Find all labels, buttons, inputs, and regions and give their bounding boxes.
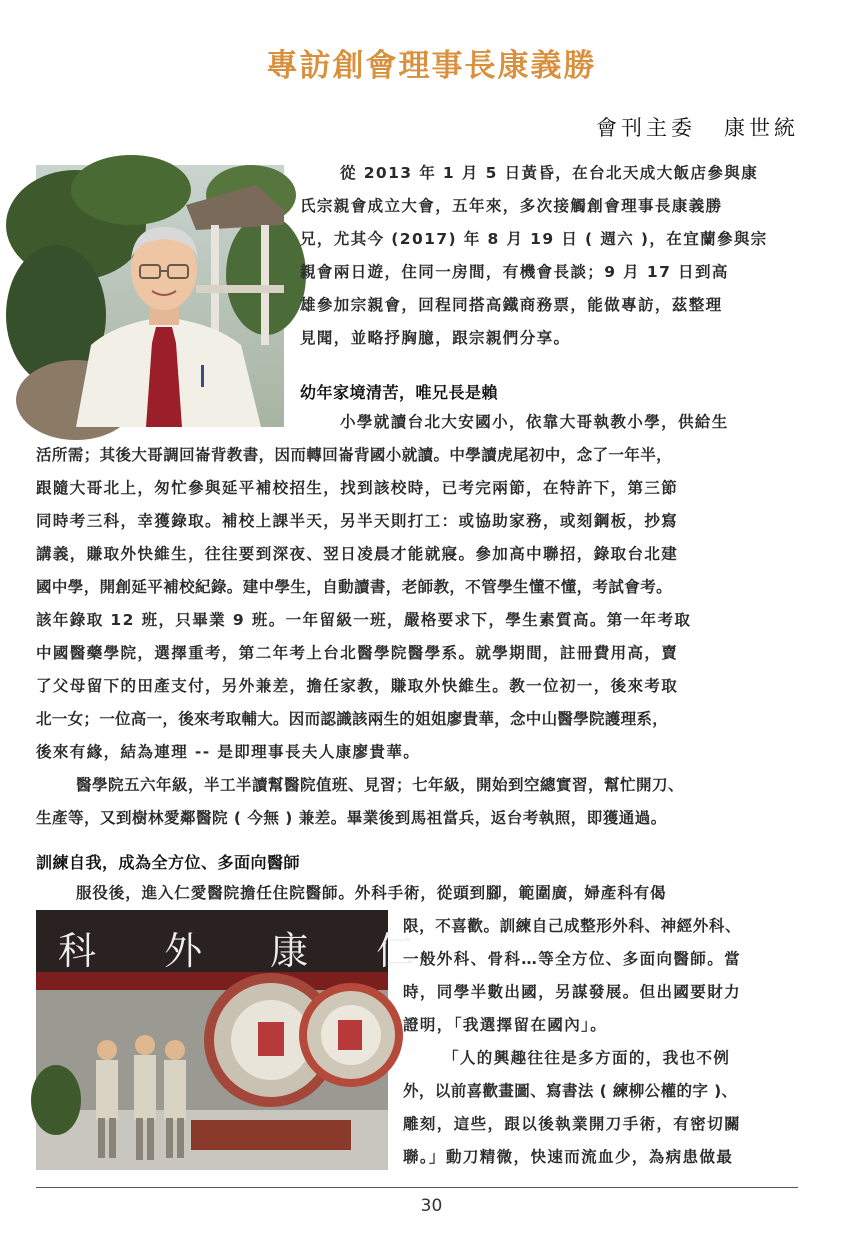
page-number: 30 [420, 1196, 443, 1216]
section2-first-line: 服役後，進入仁愛醫院擔任住院醫師。外科手術，從頭到腳，範圍廣，婦產科有偈 [76, 884, 667, 902]
text-line: 小學就讀台北大安國小，依靠大哥執教小學，供給生 [340, 413, 729, 431]
text-line: 一般外科、骨科…等全方位、多面向醫師。當 [403, 950, 742, 968]
text-line: 北一女；一位高一，後來考取輔大。因而認識該兩生的姐姐廖貴華，念中山醫學院護理系， [36, 710, 669, 728]
text-line: 後來有緣，結為連理 -- 是即理事長夫人康廖貴華。 [36, 743, 421, 761]
text-line: 國中學，開創延平補校紀錄。建中學生，自動讀書，老師教，不管學生懂不懂，考試會考。 [36, 578, 673, 596]
text-line: 了父母留下的田產支付，另外兼差，擔任家教，賺取外快維生。教一位初一，後來考取 [36, 677, 679, 695]
text-line: 活所需；其後大哥調回崙背教書，因而轉回崙背國小就讀。中學讀虎尾初中，念了一年半， [36, 446, 673, 464]
footer-divider [36, 1187, 798, 1188]
text-line: 證明，「我選擇留在國內」。 [403, 1016, 608, 1034]
text-line: 醫學院五六年級，半工半讀幫醫院值班、見習；七年級，開始到空總實習，幫忙開刀、 [76, 776, 685, 794]
clinic-opening-photo [36, 910, 443, 1170]
text-line: 時，同學半數出國，另謀發展。但出國要財力 [403, 983, 742, 1001]
clinic-sign-text: 科 外 康 仁 [58, 929, 443, 973]
section2-paragraph [403, 910, 803, 1174]
article-title: 專訪創會理事長康義勝 [266, 48, 597, 84]
section-heading-training: 訓練自我，成為全方位、多面向醫師 [36, 853, 301, 872]
section-heading-childhood: 幼年家境清苦，唯兄長是賴 [300, 383, 499, 402]
text-line: 講義，賺取外快維生，往往要到深夜、翌日凌晨才能就寢。參加高中聯招，錄取台北建 [36, 545, 679, 563]
text-line: 氏宗親會成立大會，五年來，多次接觸創會理事長康義勝 [300, 197, 723, 215]
text-line: 兄，尤其今 (2017) 年 8 月 19 日 ( 週六 )，在宜蘭參與宗 [300, 230, 768, 248]
byline-author: 康世統 [724, 116, 799, 140]
text-line: 生產等，又到樹林愛鄰醫院 ( 今無 ) 兼差。畢業後到馬祖當兵，返台考執照，即獲通過。 [36, 809, 667, 827]
text-line: 「人的興趣往往是多方面的，我也不例 [443, 1049, 731, 1067]
text-line: 親會兩日遊，住同一房間，有機會長談；9 月 17 日到高 [300, 263, 729, 281]
portrait-photo [36, 165, 284, 427]
text-line: 聯。」動刀精微，快速而流血少，為病患做最 [403, 1148, 734, 1166]
byline-role: 會刊主委 [596, 116, 696, 140]
text-line: 雄參加宗親會，回程同搭高鐵商務票，能做專訪，茲整理 [300, 296, 723, 314]
text-line: 見聞，並略抒胸臆，跟宗親們分享。 [300, 329, 571, 347]
byline [596, 112, 799, 142]
text-line: 跟隨大哥北上，匆忙參與延平補校招生，找到該校時，已考完兩節，在特許下，第三節 [36, 479, 679, 497]
text-line: 外，以前喜歡畫圖、寫書法 ( 練柳公權的字 )、 [403, 1082, 738, 1100]
text-line: 該年錄取 12 班，只畢業 9 班。一年留級一班，嚴格要求下，學生素質高。第一年考取 [36, 611, 692, 629]
text-line: 同時考三科，幸獲錄取。補校上課半天，另半天則打工：或協助家務，或刻鋼板，抄寫 [36, 512, 679, 530]
text-line: 從 2013 年 1 月 5 日黃昏，在台北天成大飯店參與康 [340, 164, 759, 182]
text-line: 中國醫藥學院，選擇重考，第二年考上台北醫學院醫學系。就學期間，註冊費用高，賣 [36, 644, 679, 662]
section1-paragraph [36, 406, 801, 835]
text-line: 限，不喜歡。訓練自己成整形外科、神經外科、 [403, 917, 742, 935]
text-line: 雕刻，這些，跟以後執業開刀手術，有密切關 [403, 1115, 742, 1133]
intro-paragraph [300, 157, 800, 355]
